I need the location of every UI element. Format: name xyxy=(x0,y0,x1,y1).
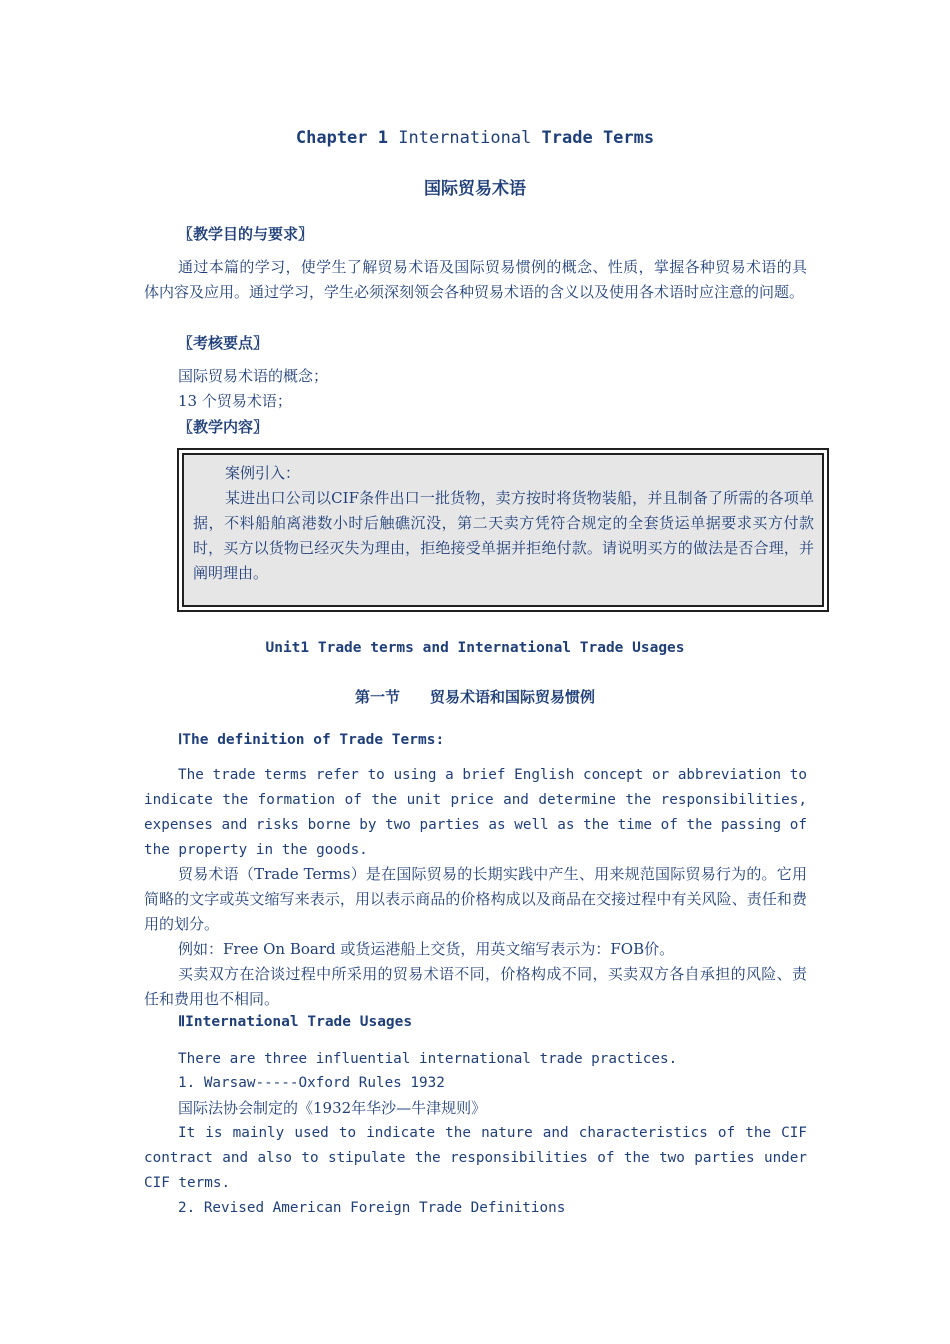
case-title: 案例引入： xyxy=(225,464,301,482)
section-cn-title: 第一节 贸易术语和国际贸易惯例 xyxy=(354,688,595,706)
content-heading: 〖教学内容〗 xyxy=(178,418,269,436)
case-box-inner xyxy=(182,453,824,607)
objectives-heading: 〖教学目的与要求〗 xyxy=(178,225,314,243)
keypoint-item: 国际贸易术语的概念； xyxy=(178,367,329,385)
usage-1-description: It is mainly used to indicate the nature and characteristics of the CIF contract and also to stipulate the responsibilities of the two parties under CIF terms. xyxy=(144,1125,807,1191)
chapter-subtitle: 国际贸易术语 xyxy=(424,179,526,199)
definition-heading: ⅠThe definition of Trade Terms: xyxy=(178,732,445,748)
keypoints-heading: 〖考核要点〗 xyxy=(178,334,269,352)
title-part-international: International xyxy=(398,128,542,148)
usage-1-english: 1. Warsaw-----Oxford Rules 1932 xyxy=(178,1075,445,1091)
case-text: 某进出口公司以CIF条件出口一批货物，卖方按时将货物装船，并且制备了所需的各项单据，不料船舶离港数小时后触礁沉没，第二天卖方凭符合规定的全套货运单据要求买方付款时，买方以货物已经灭失为理由，拒绝接受单据并拒绝付款。请说明买方的做法是否合理，并阐明理由。 xyxy=(193,489,814,582)
example-chinese: 例如：Free On Board 或货运港船上交货，用英文缩写表示为：FOB价。 xyxy=(178,940,675,958)
usages-heading: ⅡInternational Trade Usages xyxy=(178,1014,413,1030)
case-box xyxy=(177,448,829,612)
objectives-paragraph: 通过本篇的学习，使学生了解贸易术语及国际贸易惯例的概念、性质，掌握各种贸易术语的具体内容及应用。通过学习，学生必须深刻领会各种贸易术语的含义以及使用各术语时应注意的问题。 xyxy=(144,258,807,301)
keypoint-item: 13 个贸易术语； xyxy=(178,392,292,410)
title-part-chapter: Chapter 1 xyxy=(295,128,399,148)
definition-english: The trade terms refer to using a brief English concept or abbreviation to indicate the formation of the unit price and determine the responsibilities, expenses and risks borne by two parties as well as the time of the passing of the property in the goods. xyxy=(144,767,807,858)
unit-title: Unit1 Trade terms and International Trade Usages xyxy=(265,640,685,656)
definition-chinese: 贸易术语（Trade Terms）是在国际贸易的长期实践中产生、用来规范国际贸易行为的。它用简略的文字或英文缩写来表示，用以表示商品的价格构成以及商品在交接过程中有关风险、责任和费用的划分。 xyxy=(144,865,807,933)
usage-2-english: 2. Revised American Foreign Trade Definitions xyxy=(178,1200,566,1216)
title-part-trade-terms: Trade Terms xyxy=(541,128,655,148)
chapter-title xyxy=(0,128,950,148)
usages-intro: There are three influential international trade practices. xyxy=(178,1051,678,1067)
usage-1-chinese: 国际法协会制定的《1932年华沙—牛津规则》 xyxy=(178,1099,487,1117)
difference-chinese: 买卖双方在洽谈过程中所采用的贸易术语不同，价格构成不同，买卖双方各自承担的风险、责任和费用也不相同。 xyxy=(144,965,807,1008)
